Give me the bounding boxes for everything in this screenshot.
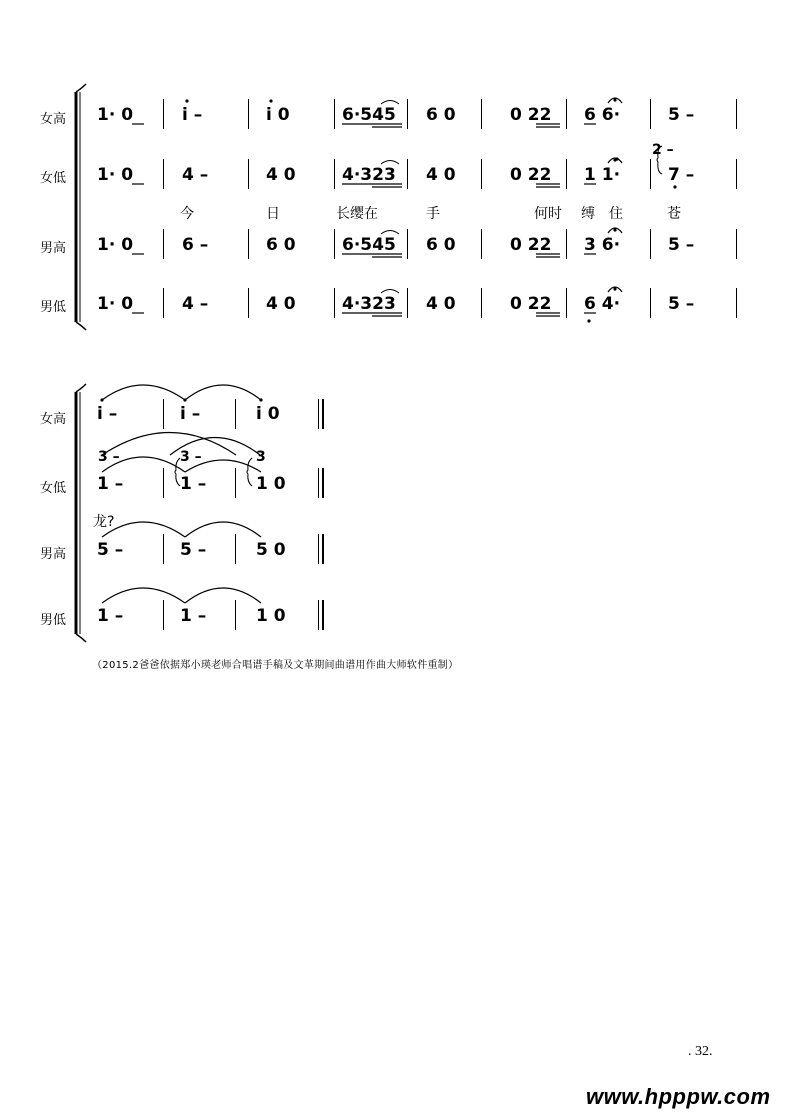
lyric: 苍 xyxy=(667,206,681,222)
note-cell: 4 0 xyxy=(426,165,456,185)
note-cell: 6 0 xyxy=(426,235,456,255)
voice-label-alto: 女低 xyxy=(40,171,67,186)
lyric: 长缨在 xyxy=(336,206,378,222)
lyric: 龙? xyxy=(93,514,115,530)
note-cell: 6 4· xyxy=(584,294,621,314)
note-cell: 1 0 xyxy=(256,474,286,494)
voice-label-tenor: 男高 xyxy=(40,241,67,256)
note-cell: 0 22 xyxy=(510,294,552,314)
note-cell: 5 – xyxy=(668,294,695,314)
chord-top-note: 2 – xyxy=(652,142,674,158)
chord-top-note: 3 – xyxy=(180,449,202,465)
note-cell: 0 22 xyxy=(510,235,552,255)
note-cell: 5 – xyxy=(668,235,695,255)
note-cell: 5 – xyxy=(180,540,207,560)
voice-label-soprano: 女高 xyxy=(40,112,67,127)
lyric: 缚 xyxy=(581,206,595,222)
footer-note: （2015.2爸爸依据郑小瑛老师合唱谱手稿及文革期间曲谱用作曲大师软件重制） xyxy=(92,660,459,671)
octave-dots xyxy=(100,99,676,401)
slur-marks xyxy=(381,101,399,294)
page-number: . 32. xyxy=(688,1044,713,1059)
note-cell: 1· 0 xyxy=(97,105,134,125)
note-cell: 3 6· xyxy=(584,235,621,255)
chord-bracket xyxy=(175,146,662,486)
voice-label-soprano: 女高 xyxy=(40,412,67,427)
voice-label-bass: 男低 xyxy=(40,300,67,315)
note-cell: 1· 0 xyxy=(97,294,134,314)
chord-top-note: 3 – xyxy=(98,449,120,465)
note-cell: 1 – xyxy=(180,474,207,494)
note-cell: 1· 0 xyxy=(97,165,134,185)
note-cell: 6 0 xyxy=(266,235,296,255)
lyric: 手 xyxy=(426,206,440,222)
note-cell: 6 6· xyxy=(584,105,621,125)
note-cell: 6 0 xyxy=(426,105,456,125)
lyric: 今 xyxy=(180,206,194,222)
note-cell: 0 22 xyxy=(510,165,552,185)
note-cell: 6 – xyxy=(182,235,209,255)
voice-label-bass: 男低 xyxy=(40,613,67,628)
note-cell: i – xyxy=(180,404,201,424)
note-cell: 1 – xyxy=(97,474,124,494)
fermata-marks xyxy=(608,98,622,292)
note-cell: i 0 xyxy=(256,404,280,424)
note-cell: 4·323 xyxy=(342,165,396,185)
system-bracket xyxy=(76,384,86,642)
watermark-url: www.hpppw.com xyxy=(586,1084,771,1109)
note-cell: i – xyxy=(97,404,118,424)
note-cell: i – xyxy=(182,105,203,125)
note-cell: 1 – xyxy=(97,606,124,626)
note-cell: 1 1· xyxy=(584,165,621,185)
note-cell: 6·545 xyxy=(342,105,396,125)
voice-label-alto: 女低 xyxy=(40,481,67,496)
note-cell: 4 – xyxy=(182,294,209,314)
note-cell: 4 0 xyxy=(426,294,456,314)
ties xyxy=(102,385,261,603)
note-cell: 0 22 xyxy=(510,105,552,125)
voice-label-tenor: 男高 xyxy=(40,547,67,562)
note-cell: 4 0 xyxy=(266,294,296,314)
system-bracket xyxy=(76,84,86,330)
note-cell: 1 – xyxy=(180,606,207,626)
note-cell: i 0 xyxy=(266,105,290,125)
note-underlines xyxy=(132,124,596,316)
lyric: 住 xyxy=(609,206,623,222)
chord-top-note: 3 xyxy=(256,449,266,465)
note-cell: 4 0 xyxy=(266,165,296,185)
note-cell: 7 – xyxy=(668,165,695,185)
note-cell: 5 – xyxy=(97,540,124,560)
note-cell: 1 0 xyxy=(256,606,286,626)
note-cell: 1· 0 xyxy=(97,235,134,255)
note-cell: 5 0 xyxy=(256,540,286,560)
note-cell: 6·545 xyxy=(342,235,396,255)
note-cell: 4·323 xyxy=(342,294,396,314)
note-cell: 4 – xyxy=(182,165,209,185)
lyric: 日 xyxy=(266,206,280,222)
lyric: 何时 xyxy=(534,206,562,222)
note-cell: 5 – xyxy=(668,105,695,125)
